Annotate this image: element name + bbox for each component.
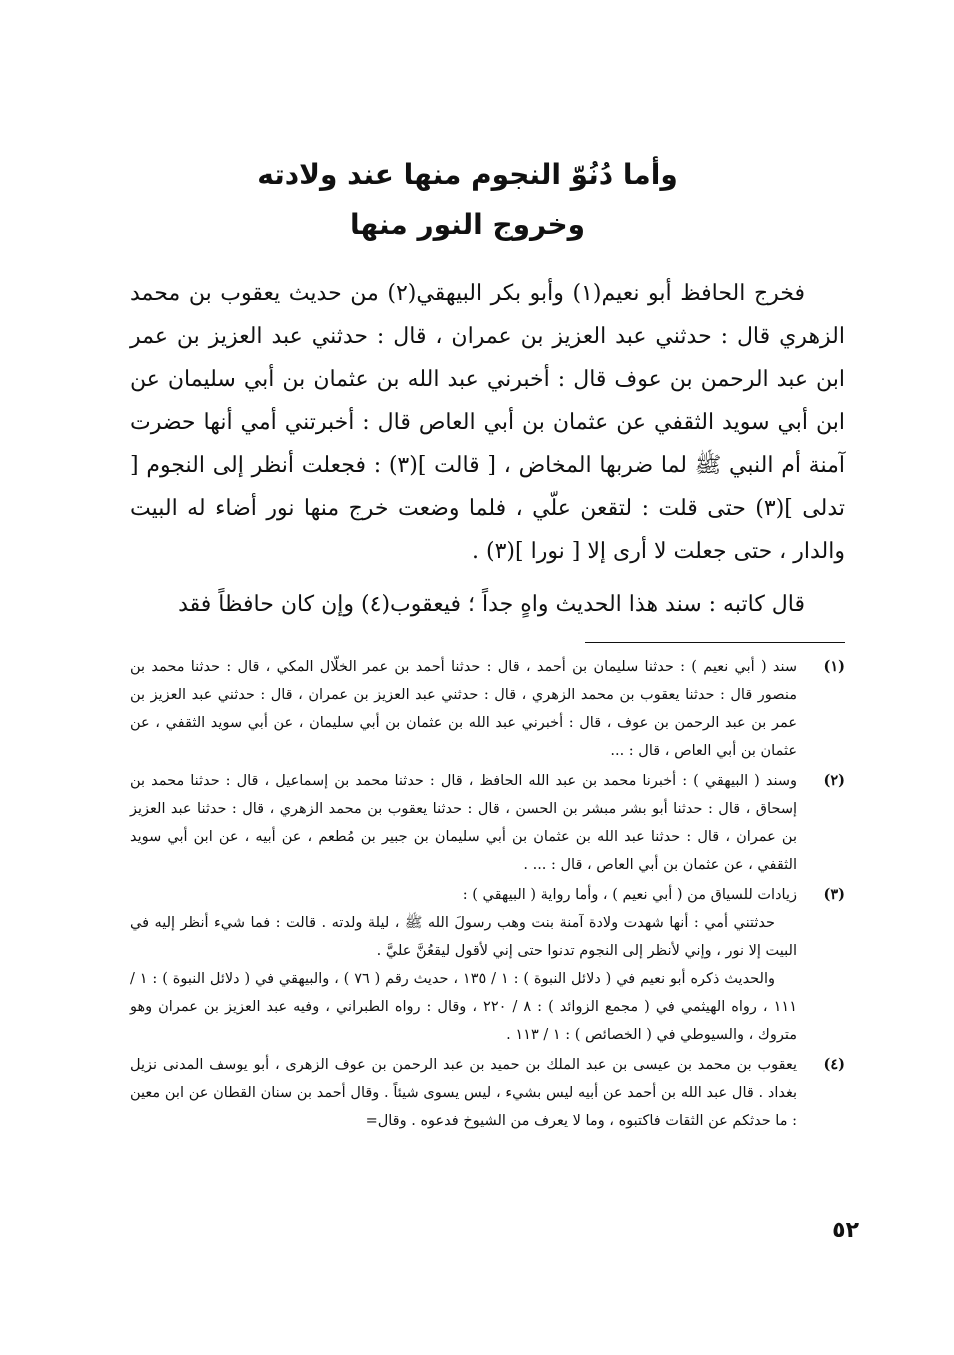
book-page <box>130 150 845 1137</box>
footnote-number: (٣) <box>823 886 845 903</box>
footnote-paragraph: زيادات للسياق من ( أبي نعيم ) ، وأما رواية ( البيهقي ) : <box>462 887 797 903</box>
footnote-paragraph: يعقوب بن محمد بن عيسى بن عبد الملك بن حميد بن عبد الرحمن بن عوف الزهرى ، أبو يوسف المدنى نزيل بغداد . قال عبد الله بن أحمد عن أبيه ليس بشيء ، ليس يسوى شيئاً . وقال أحمد بن سنان القطان عن ابن معين : ما حدثكم عن الثقات فاكتبوه ، وما لا يعرف من الشيوخ فدعوه . وقال= <box>130 1057 797 1129</box>
body-paragraph-2: قال كاتبه : سند هذا الحديث واهٍ جداً ؛ فيعقوب(٤) وإن كان حافظاً فقد <box>178 592 805 617</box>
footnote-4 <box>130 1051 845 1135</box>
footnote-paragraph: حدثتني أمي : أنها شهدت ولادة آمنة بنت وهب رسولَ الله ﷺ ، ليلة ولدته . قالت : فما شيء أنظر إليه في البيت إلا نور ، وإني لأنظر إلى النجوم تدنوا حتى إني لأقول ليقعُنَّ عليَّ . <box>130 915 797 959</box>
footnotes <box>130 653 845 1135</box>
footnote-body <box>130 653 797 765</box>
main-text <box>130 272 845 626</box>
footnote-body <box>130 881 797 1049</box>
footnote-paragraph: وسند ( البيهقي ) : أخبرنا محمد بن عبد الله الحافظ ، قال : حدثنا محمد بن إسماعيل ، قال : حدثنا محمد بن إسحاق ، قال : حدثنا أبو بشر مبشر بن الحسن ، قال : حدثنا يعقوب بن محمد الزهري ، قال : حدثنا عبد العزيز بن عمران ، قال : حدثنا عبد الله بن عثمان بن أبي سليمان بن جبير بن مُطعم ، عن أبيه ، عن ابن أبي سويد الثقفي ، عن عثمان بن أبي العاص ، قال : ... . <box>130 773 797 873</box>
heading-line-1: وأما دُنُوّ النجوم منها عند ولادته <box>257 158 678 191</box>
footnote-body <box>130 767 797 879</box>
page-number: ٥٢ <box>832 1218 859 1243</box>
footnote-1 <box>130 653 845 765</box>
footnote-number: (١) <box>823 658 845 675</box>
footnote-2 <box>130 767 845 879</box>
footnote-divider <box>585 642 845 643</box>
footnote-body <box>130 1051 797 1135</box>
body-paragraph-1: فخرج الحافظ أبو نعيم(١) وأبو بكر البيهقي(٢) من حديث يعقوب بن محمد الزهري قال : حدثني عبد العزيز بن عمران ، قال : حدثني عبد العزيز بن عمر ابن عبد الرحمن بن عوف قال : أخبرني عبد الله بن عثمان بن أبي سليمان عن ابن أبي سويد الثقفي عن عثمان بن أبي العاص قال : أخبرتني أمي أنها حضرت آمنة أم النبي ﷺ لما ضربها المخاض ، [ قالت ](٣) : فجعلت أنظر إلى النجوم [ تدلى ](٣) حتى قلت : لتقعن علّي ، فلما وضعت خرج منها نور أضاء له البيت والدار ، حتى جعلت لا أرى إلا [ نورا ](٣) . <box>130 281 846 564</box>
chapter-heading <box>130 150 845 250</box>
footnote-number: (٤) <box>823 1056 845 1073</box>
footnote-3 <box>130 881 845 1049</box>
footnote-number: (٢) <box>823 772 845 789</box>
footnote-paragraph: سند ( أبي نعيم ) : حدثنا سليمان بن أحمد ، قال : حدثنا أحمد بن عمر الخلّال المكي ، قال : حدثنا محمد بن منصور قال : حدثنا يعقوب بن محمد الزهري ، قال : حدثني عبد العزيز بن عمران ، قال : حدثني عبد العزيز بن عمر بن عبد الرحمن بن عوف ، قال : أخبرني عبد الله بن عثمان بن أبي سليمان ، عن أبي سويد الثقفي ، عن عثمان بن أبي العاص ، قال : ... <box>130 659 797 759</box>
heading-line-2: وخروج النور منها <box>349 208 586 241</box>
footnote-paragraph: والحديث ذكره أبو نعيم في ( دلائل النبوة ) : ١ / ١٣٥ ، حديث رقم ( ٧٦ ) ، والبيهقي في ( دلائل النبوة ) : ١ / ١١١ ، رواه الهيثمي في ( مجمع الزوائد ) : ٨ / ٢٢٠ ، وقال : رواه الطبراني ، وفيه عبد العزيز بن عمران وهو متروك ، والسيوطي في ( الخصائص ) : ١ / ١١٣ . <box>130 971 797 1043</box>
